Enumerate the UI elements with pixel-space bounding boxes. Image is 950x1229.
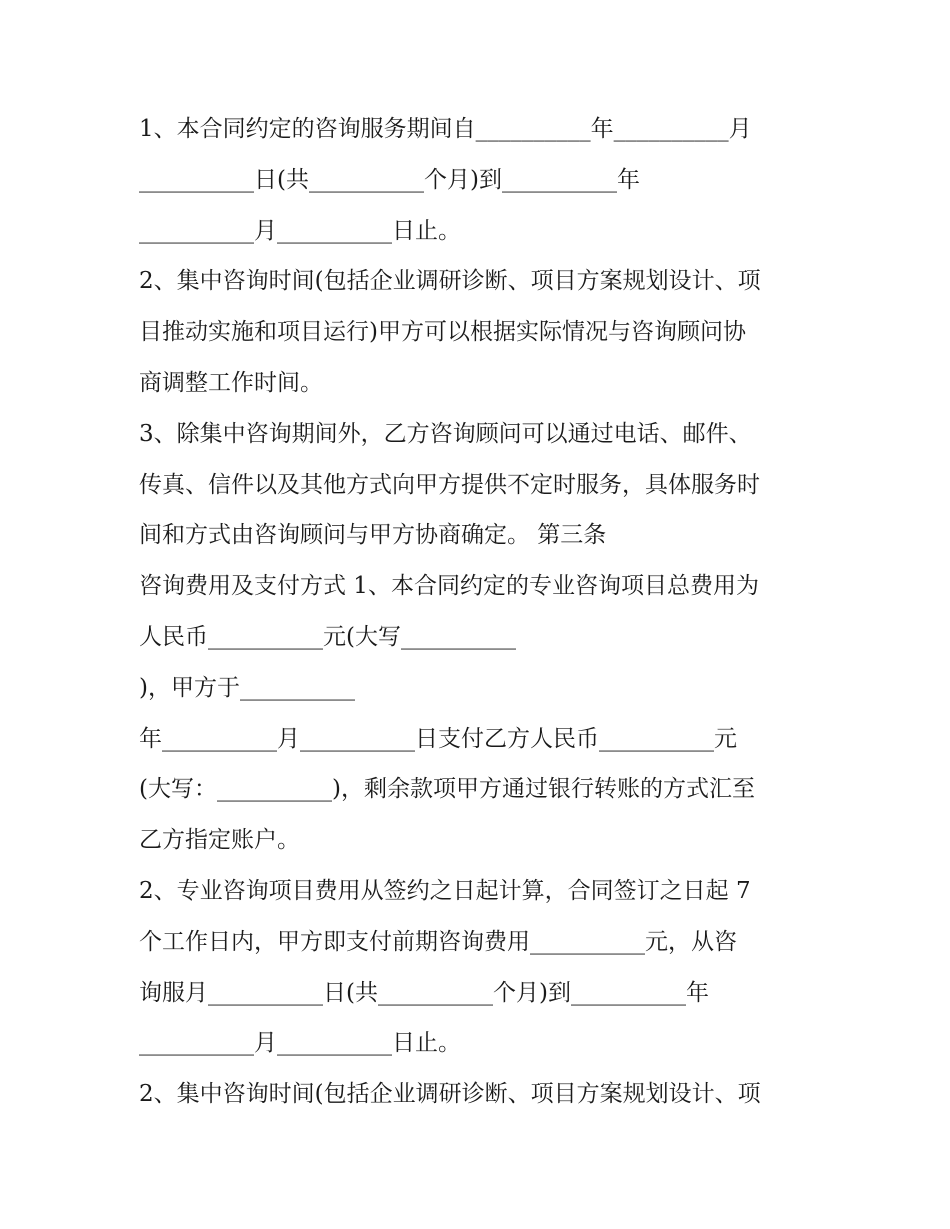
text-line: 间和方式由咨询顾问与甲方协商确定。 第三条 bbox=[139, 522, 607, 549]
text-line: 咨询费用及支付方式 1、本合同约定的专业咨询项目总费用为 bbox=[139, 573, 759, 600]
text-line: 询服月__________日(共__________个月)到__________年 bbox=[139, 979, 709, 1006]
text-line: 目推动实施和项目运行)甲方可以根据实际情况与咨询顾问协 bbox=[139, 319, 746, 346]
text-line: 乙方指定账户。 bbox=[139, 827, 300, 854]
text-line: )，甲方于__________ bbox=[139, 674, 355, 701]
text-line: 传真、信件以及其他方式向甲方提供不定时服务，具体服务时 bbox=[139, 471, 760, 498]
text-line: 人民币__________元(大写__________ bbox=[139, 623, 516, 650]
text-line: __________月__________日止。 bbox=[139, 217, 461, 244]
text-line: __________月__________日止。 bbox=[139, 1030, 461, 1057]
text-line: (大写：__________)，剩余款项甲方通过银行转账的方式汇至 bbox=[139, 776, 755, 803]
text-line: 2、集中咨询时间(包括企业调研诊断、项目方案规划设计、项 bbox=[139, 268, 761, 295]
text-line: __________日(共__________个月)到__________年 bbox=[139, 166, 640, 193]
text-line: 商调整工作时间。 bbox=[139, 369, 323, 396]
text-line: 年__________月__________日支付乙方人民币__________元 bbox=[139, 725, 737, 752]
text-line: 3、除集中咨询期间外，乙方咨询顾问可以通过电话、邮件、 bbox=[139, 420, 752, 447]
text-line: 2、专业咨询项目费用从签约之日起计算，合同签订之日起 7 bbox=[139, 877, 751, 904]
text-line: 1、本合同约定的咨询服务期间自__________年__________月 bbox=[139, 116, 752, 142]
text-line: 个工作日内，甲方即支付前期咨询费用__________元，从咨 bbox=[139, 928, 737, 955]
contract-text bbox=[139, 104, 819, 1120]
text-line: 2、集中咨询时间(包括企业调研诊断、项目方案规划设计、项 bbox=[139, 1081, 761, 1108]
